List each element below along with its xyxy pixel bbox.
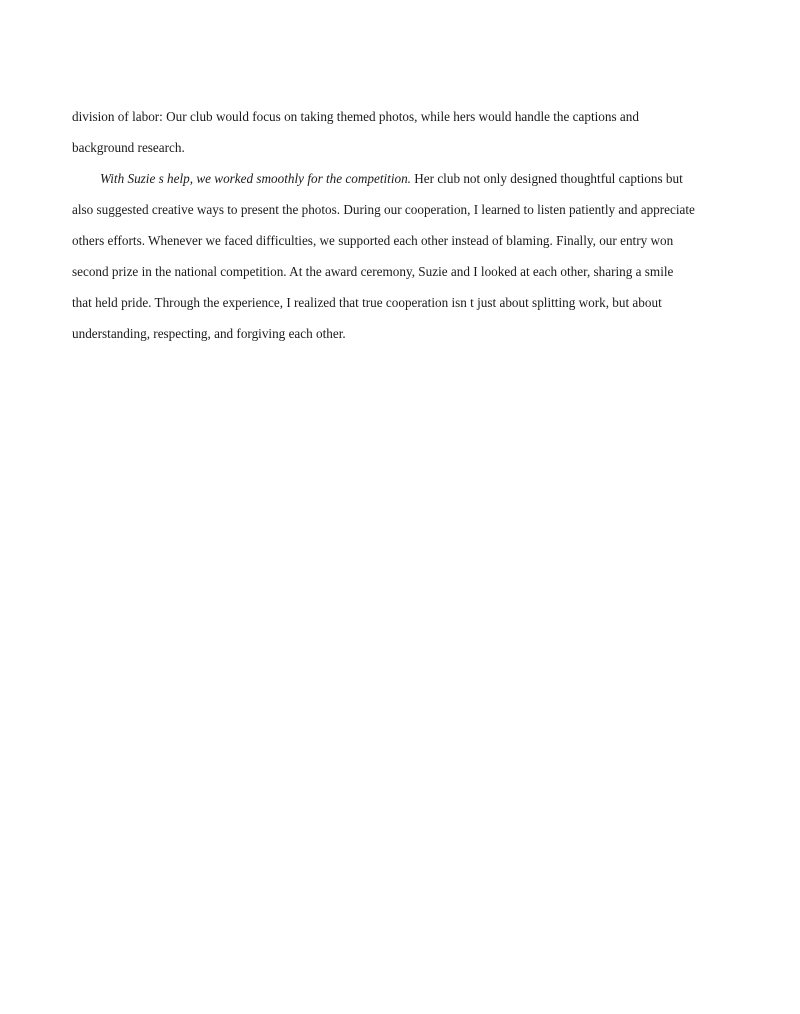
text-line: background research.	[72, 140, 185, 155]
text-line: second prize in the national competition. At the award ceremony, Suzie and I looked at each other, sharing a smile	[72, 264, 674, 279]
paragraph-cooperation	[72, 163, 732, 349]
text-fragment: Her club not only designed thoughtful captions but	[410, 171, 683, 186]
italic-topic-sentence: With Suzie s help, we worked smoothly for the competition.	[100, 171, 411, 186]
paragraph-division-of-labor	[72, 101, 732, 163]
text-line: also suggested creative ways to present the photos. During our cooperation, I learned to listen patiently and appreciate	[72, 202, 695, 217]
text-line: others efforts. Whenever we faced difficulties, we supported each other instead of blaming. Finally, our entry won	[72, 233, 674, 248]
text-line: understanding, respecting, and forgiving each other.	[72, 326, 346, 341]
text-line: division of labor: Our club would focus on taking themed photos, while hers would handle the captions and	[72, 109, 639, 124]
text-line: that held pride. Through the experience, I realized that true cooperation isn t just about splitting work, but about	[72, 295, 662, 310]
text-line-first	[72, 163, 732, 194]
document-body	[72, 101, 732, 349]
